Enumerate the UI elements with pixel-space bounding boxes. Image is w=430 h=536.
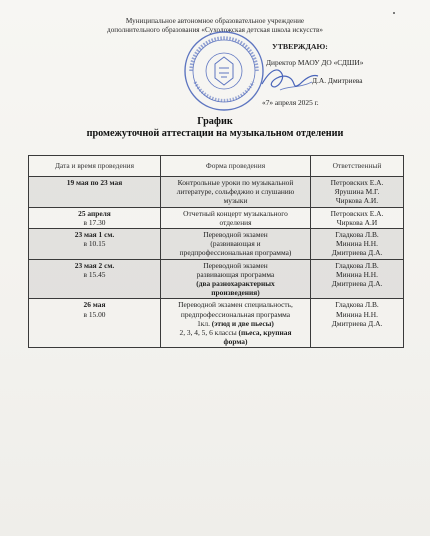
row-form-mixed-line <box>164 328 307 337</box>
row-responsible-cell <box>311 177 404 208</box>
row-form-line: Отчетный концерт музыкального <box>183 208 288 218</box>
row-responsible-cell <box>311 259 404 299</box>
responsible-name: Петровских Е.А. <box>330 178 384 187</box>
responsible-name: Минина Н.Н. <box>336 239 378 249</box>
table-row <box>29 259 404 299</box>
mixed-plain: 1кл. <box>197 318 212 328</box>
responsible-name: Петровских Е.А. <box>330 208 384 218</box>
row-responsible-cell <box>311 229 404 260</box>
row-form-line: Переводной экзамен специальность, <box>178 300 293 310</box>
speck <box>393 12 395 14</box>
mixed-plain: 2, 3, 4, 5, 6 классы <box>179 328 239 338</box>
row-form-line: Переводной экзамен <box>203 230 268 240</box>
row-form-line: предпрофессиональная программа <box>180 309 291 319</box>
row-date: 19 мая по 23 мая <box>66 178 123 187</box>
responsible-name: Дмитриева Д.А. <box>331 279 383 289</box>
row-form-line: Контрольные уроки по музыкальной <box>177 178 294 187</box>
row-form-line: развивающая программа <box>196 269 275 279</box>
row-date: 23 мая 1 см. <box>74 230 115 240</box>
row-date-cell <box>29 207 161 228</box>
responsible-name: Гладкова Л.В. <box>335 260 379 270</box>
org-name-line-1: Муниципальное автономное образовательное учреждение <box>125 17 305 25</box>
row-form-line: отделения <box>219 217 252 227</box>
row-responsible-cell <box>311 299 404 348</box>
row-form-line: литературе, сольфеджио и слушанию <box>176 187 295 197</box>
row-date-cell <box>29 259 161 299</box>
table-row <box>29 207 404 228</box>
row-form-cell <box>161 229 311 260</box>
row-date-cell <box>29 299 161 348</box>
responsible-name: Ярушина М.Г. <box>334 187 380 197</box>
responsible-name: Гладкова Л.В. <box>335 300 379 310</box>
row-date-cell <box>29 177 161 208</box>
row-form-bold-line: (два разнохарактерных <box>196 279 275 289</box>
row-form-line: Переводной экзамен <box>203 260 268 270</box>
row-date-cell <box>29 229 161 260</box>
approval-position: Директор МАОУ ДО «СДШИ» <box>266 58 364 67</box>
row-date: 23 мая 2 см. <box>74 260 115 270</box>
header-date: Дата и время проведения <box>29 156 161 177</box>
responsible-name: Чиркова А.И. <box>335 196 379 206</box>
row-form-cell <box>161 299 311 348</box>
row-form-cell <box>161 207 311 228</box>
row-form-mixed-line <box>164 319 307 328</box>
responsible-name: Минина Н.Н. <box>336 309 378 319</box>
row-time: в 15.45 <box>83 269 106 279</box>
row-time: в 10.15 <box>83 239 106 249</box>
header-responsible: Ответственный <box>311 156 404 177</box>
round-seal-stamp-icon <box>183 30 265 112</box>
row-date: 26 мая <box>83 300 106 310</box>
row-form-line: предпрофессиональная программа) <box>179 248 292 258</box>
schedule-table <box>28 155 404 348</box>
table-header-row <box>29 156 404 177</box>
row-form-line: (развивающая и <box>210 239 261 249</box>
org-name-line-2: дополнительного образования «Сухоложская детская школа искусств» <box>107 26 323 34</box>
document-title: График <box>197 116 233 127</box>
responsible-name: Чиркова А.И <box>336 217 378 227</box>
row-time: в 15.00 <box>83 309 106 319</box>
row-form-cell <box>161 259 311 299</box>
table-row <box>29 299 404 348</box>
table-row <box>29 177 404 208</box>
responsible-name: Гладкова Л.В. <box>335 230 379 240</box>
mixed-bold: (пьеса, крупная <box>238 328 292 338</box>
approval-heading: УТВЕРЖДАЮ: <box>272 42 328 51</box>
header-form: Форма проведения <box>161 156 311 177</box>
document-subtitle: промежуточной аттестации на музыкальном отделении <box>86 128 344 139</box>
row-time: в 17.30 <box>83 217 106 227</box>
row-form-line: музыки <box>223 196 248 206</box>
row-form-bold-line: произведения) <box>211 288 260 298</box>
row-responsible-cell <box>311 207 404 228</box>
table-row <box>29 229 404 260</box>
mixed-bold: (этюд и две пьесы) <box>211 318 274 328</box>
responsible-name: Минина Н.Н. <box>336 269 378 279</box>
row-date: 25 апреля <box>78 208 111 218</box>
approval-date: «7» апреля 2025 г. <box>262 98 319 107</box>
responsible-name: Дмитриева Д.А. <box>331 318 383 328</box>
responsible-name: Дмитриева Д.А. <box>331 248 383 258</box>
row-form-bold-line: форма) <box>223 337 248 347</box>
row-form-cell <box>161 177 311 208</box>
approval-name: Д.А. Дмитриева <box>312 76 363 85</box>
